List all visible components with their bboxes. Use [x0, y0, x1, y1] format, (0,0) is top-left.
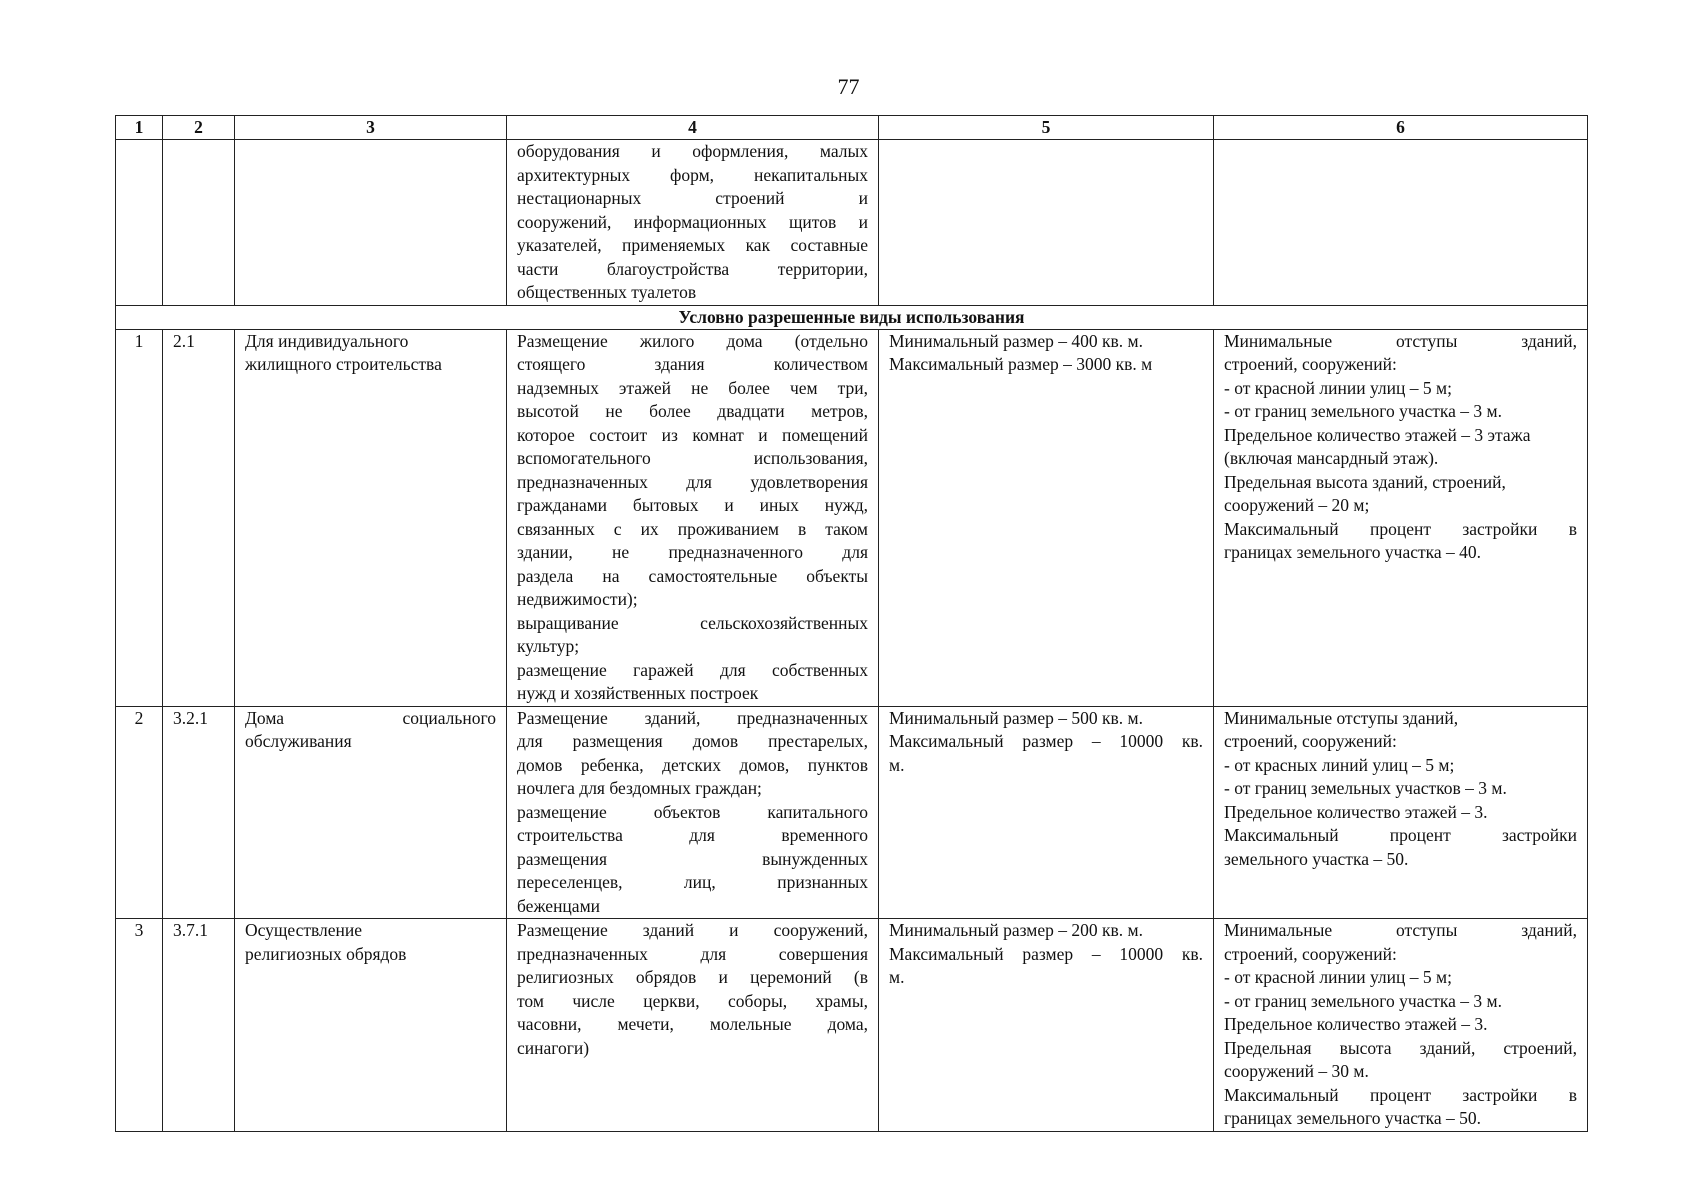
row-number: 1: [116, 329, 163, 706]
section-title: Условно разрешенные виды использования: [116, 305, 1588, 329]
empty-cell: [116, 140, 163, 306]
text-line: религиозных обрядов: [245, 943, 407, 964]
empty-cell: [879, 140, 1214, 306]
plot-size: [879, 706, 1214, 919]
text-line: сооружений, информационных щитов и: [517, 211, 868, 232]
text-line: строительства для временного: [517, 825, 868, 845]
text-line: Минимальные отступы зданий,: [1224, 330, 1577, 351]
text-line: Минимальный размер – 500 кв. м.: [889, 707, 1143, 728]
text-line: общественных туалетов: [517, 282, 697, 302]
text-line: недвижимости);: [517, 589, 638, 609]
text-line: предназначенных для совершения: [517, 943, 868, 964]
text-line: границах земельного участка – 50.: [1224, 1108, 1482, 1128]
text-line: культур;: [517, 636, 580, 656]
text-line: Минимальные отступы зданий,: [1224, 920, 1577, 940]
empty-cell: [235, 140, 507, 306]
text-line: Размещение зданий и сооружений,: [517, 920, 868, 940]
text-line: нестационарных строений и: [517, 188, 868, 208]
text-line: часовни, мечети, молельные дома,: [517, 1014, 868, 1034]
text-line: Максимальный размер – 10000 кв.: [889, 943, 1203, 964]
text-line: размещение объектов капитального: [517, 801, 868, 822]
text-line: обслуживания: [245, 731, 352, 751]
text-line: жилищного строительства: [245, 354, 442, 374]
column-number-row: [116, 116, 1588, 140]
use-name: [235, 706, 507, 919]
table-row: [116, 329, 1588, 706]
empty-cell: [1214, 140, 1588, 306]
column-header-1: 1: [116, 116, 163, 140]
column-header-6: 6: [1214, 116, 1588, 140]
text-line: ночлега для бездомных граждан;: [517, 778, 762, 798]
text-line: Максимальный процент застройки в: [1224, 518, 1577, 539]
text-line: Предельное количество этажей – 3 этажа: [1224, 424, 1531, 445]
column-header-3: 3: [235, 116, 507, 140]
column-header-5: 5: [879, 116, 1214, 140]
text-line: указателей, применяемых как составные: [517, 235, 868, 255]
column-header-4: 4: [507, 116, 879, 140]
text-line: границах земельного участка – 40.: [1224, 542, 1482, 562]
text-line: м.: [889, 967, 905, 987]
text-line: размещения вынужденных: [517, 848, 868, 869]
row-number: 2: [116, 706, 163, 919]
text-line: Предельное количество этажей – 3.: [1224, 1014, 1488, 1034]
use-code: 3.7.1: [163, 919, 235, 1132]
text-line: нужд и хозяйственных построек: [517, 683, 759, 703]
building-limits: [1214, 329, 1588, 706]
text-line: части благоустройства территории,: [517, 258, 868, 279]
text-line: беженцами: [517, 895, 601, 916]
text-line: - от красных линий улиц – 5 м;: [1224, 754, 1455, 775]
continuation-row: [116, 140, 1588, 306]
row-number: 3: [116, 919, 163, 1132]
text-line: переселенцев, лиц, признанных: [517, 872, 868, 892]
table-row: [116, 919, 1588, 1132]
empty-cell: [163, 140, 235, 306]
text-line: Максимальный размер – 3000 кв. м: [889, 354, 1153, 374]
use-description: [507, 706, 879, 919]
text-line: синагоги): [517, 1037, 590, 1058]
text-line: религиозных обрядов и церемоний (в: [517, 967, 868, 987]
building-limits: [1214, 919, 1588, 1132]
text-line: стоящего здания количеством: [517, 354, 868, 374]
section-row: [116, 305, 1588, 329]
use-description: [507, 329, 879, 706]
continuation-description: [507, 140, 879, 306]
use-name: [235, 919, 507, 1132]
text-line: - от красной линии улиц – 5 м;: [1224, 967, 1452, 987]
plot-size: [879, 919, 1214, 1132]
text-line: Размещение жилого дома (отдельно: [517, 330, 868, 351]
use-code: 3.2.1: [163, 706, 235, 919]
text-line: (включая мансардный этаж).: [1224, 448, 1439, 468]
text-line: высотой не более двадцати метров,: [517, 401, 868, 421]
text-line: Максимальный процент застройки в: [1224, 1084, 1577, 1105]
text-line: Максимальный размер – 10000 кв.: [889, 731, 1203, 751]
text-line: здании, не предназначенного для: [517, 542, 868, 562]
text-line: - от красной линии улиц – 5 м;: [1224, 377, 1452, 398]
text-line: - от границ земельных участков – 3 м.: [1224, 778, 1507, 798]
text-line: сооружений – 30 м.: [1224, 1061, 1369, 1081]
use-code: 2.1: [163, 329, 235, 706]
text-line: Предельная высота зданий, строений,: [1224, 471, 1506, 492]
text-line: строений, сооружений:: [1224, 354, 1397, 374]
text-line: том числе церкви, соборы, храмы,: [517, 990, 868, 1011]
text-line: для размещения домов престарелых,: [517, 731, 868, 751]
page-number: 77: [837, 74, 860, 99]
text-line: - от границ земельного участка – 3 м.: [1224, 990, 1502, 1011]
plot-size: [879, 329, 1214, 706]
text-line: архитектурных форм, некапитальных: [517, 164, 868, 185]
text-line: раздела на самостоятельные объекты: [517, 565, 868, 586]
table-row: [116, 706, 1588, 919]
text-line: сооружений – 20 м;: [1224, 495, 1370, 515]
text-line: надземных этажей не более чем три,: [517, 377, 868, 398]
text-line: - от границ земельного участка – 3 м.: [1224, 401, 1502, 421]
text-line: строений, сооружений:: [1224, 731, 1397, 751]
column-header-2: 2: [163, 116, 235, 140]
text-line: Предельная высота зданий, строений,: [1224, 1037, 1577, 1058]
text-line: предназначенных для удовлетворения: [517, 471, 868, 492]
use-description: [507, 919, 879, 1132]
text-line: Минимальный размер – 400 кв. м.: [889, 330, 1143, 351]
text-line: выращивание сельскохозяйственных: [517, 612, 868, 633]
text-line: Осуществление: [245, 920, 363, 940]
text-line: Дома социального: [245, 707, 496, 728]
text-line: Минимальный размер – 200 кв. м.: [889, 920, 1143, 940]
text-line: Размещение зданий, предназначенных: [517, 707, 868, 728]
text-line: связанных с их проживанием в таком: [517, 518, 868, 539]
text-line: гражданами бытовых и иных нужд,: [517, 495, 868, 515]
text-line: домов ребенка, детских домов, пунктов: [517, 754, 868, 775]
text-line: которое состоит из комнат и помещений: [517, 424, 868, 445]
text-line: размещение гаражей для собственных: [517, 659, 868, 680]
building-limits: [1214, 706, 1588, 919]
text-line: Предельное количество этажей – 3.: [1224, 801, 1488, 822]
text-line: м.: [889, 754, 905, 775]
text-line: оборудования и оформления, малых: [517, 141, 868, 161]
land-use-table: [115, 115, 1588, 1132]
text-line: Минимальные отступы зданий,: [1224, 707, 1459, 728]
text-line: земельного участка – 50.: [1224, 848, 1409, 869]
text-line: вспомогательного использования,: [517, 448, 868, 468]
use-name: [235, 329, 507, 706]
text-line: Максимальный процент застройки: [1224, 825, 1577, 845]
text-line: Для индивидуального: [245, 330, 409, 351]
text-line: строений, сооружений:: [1224, 943, 1397, 964]
